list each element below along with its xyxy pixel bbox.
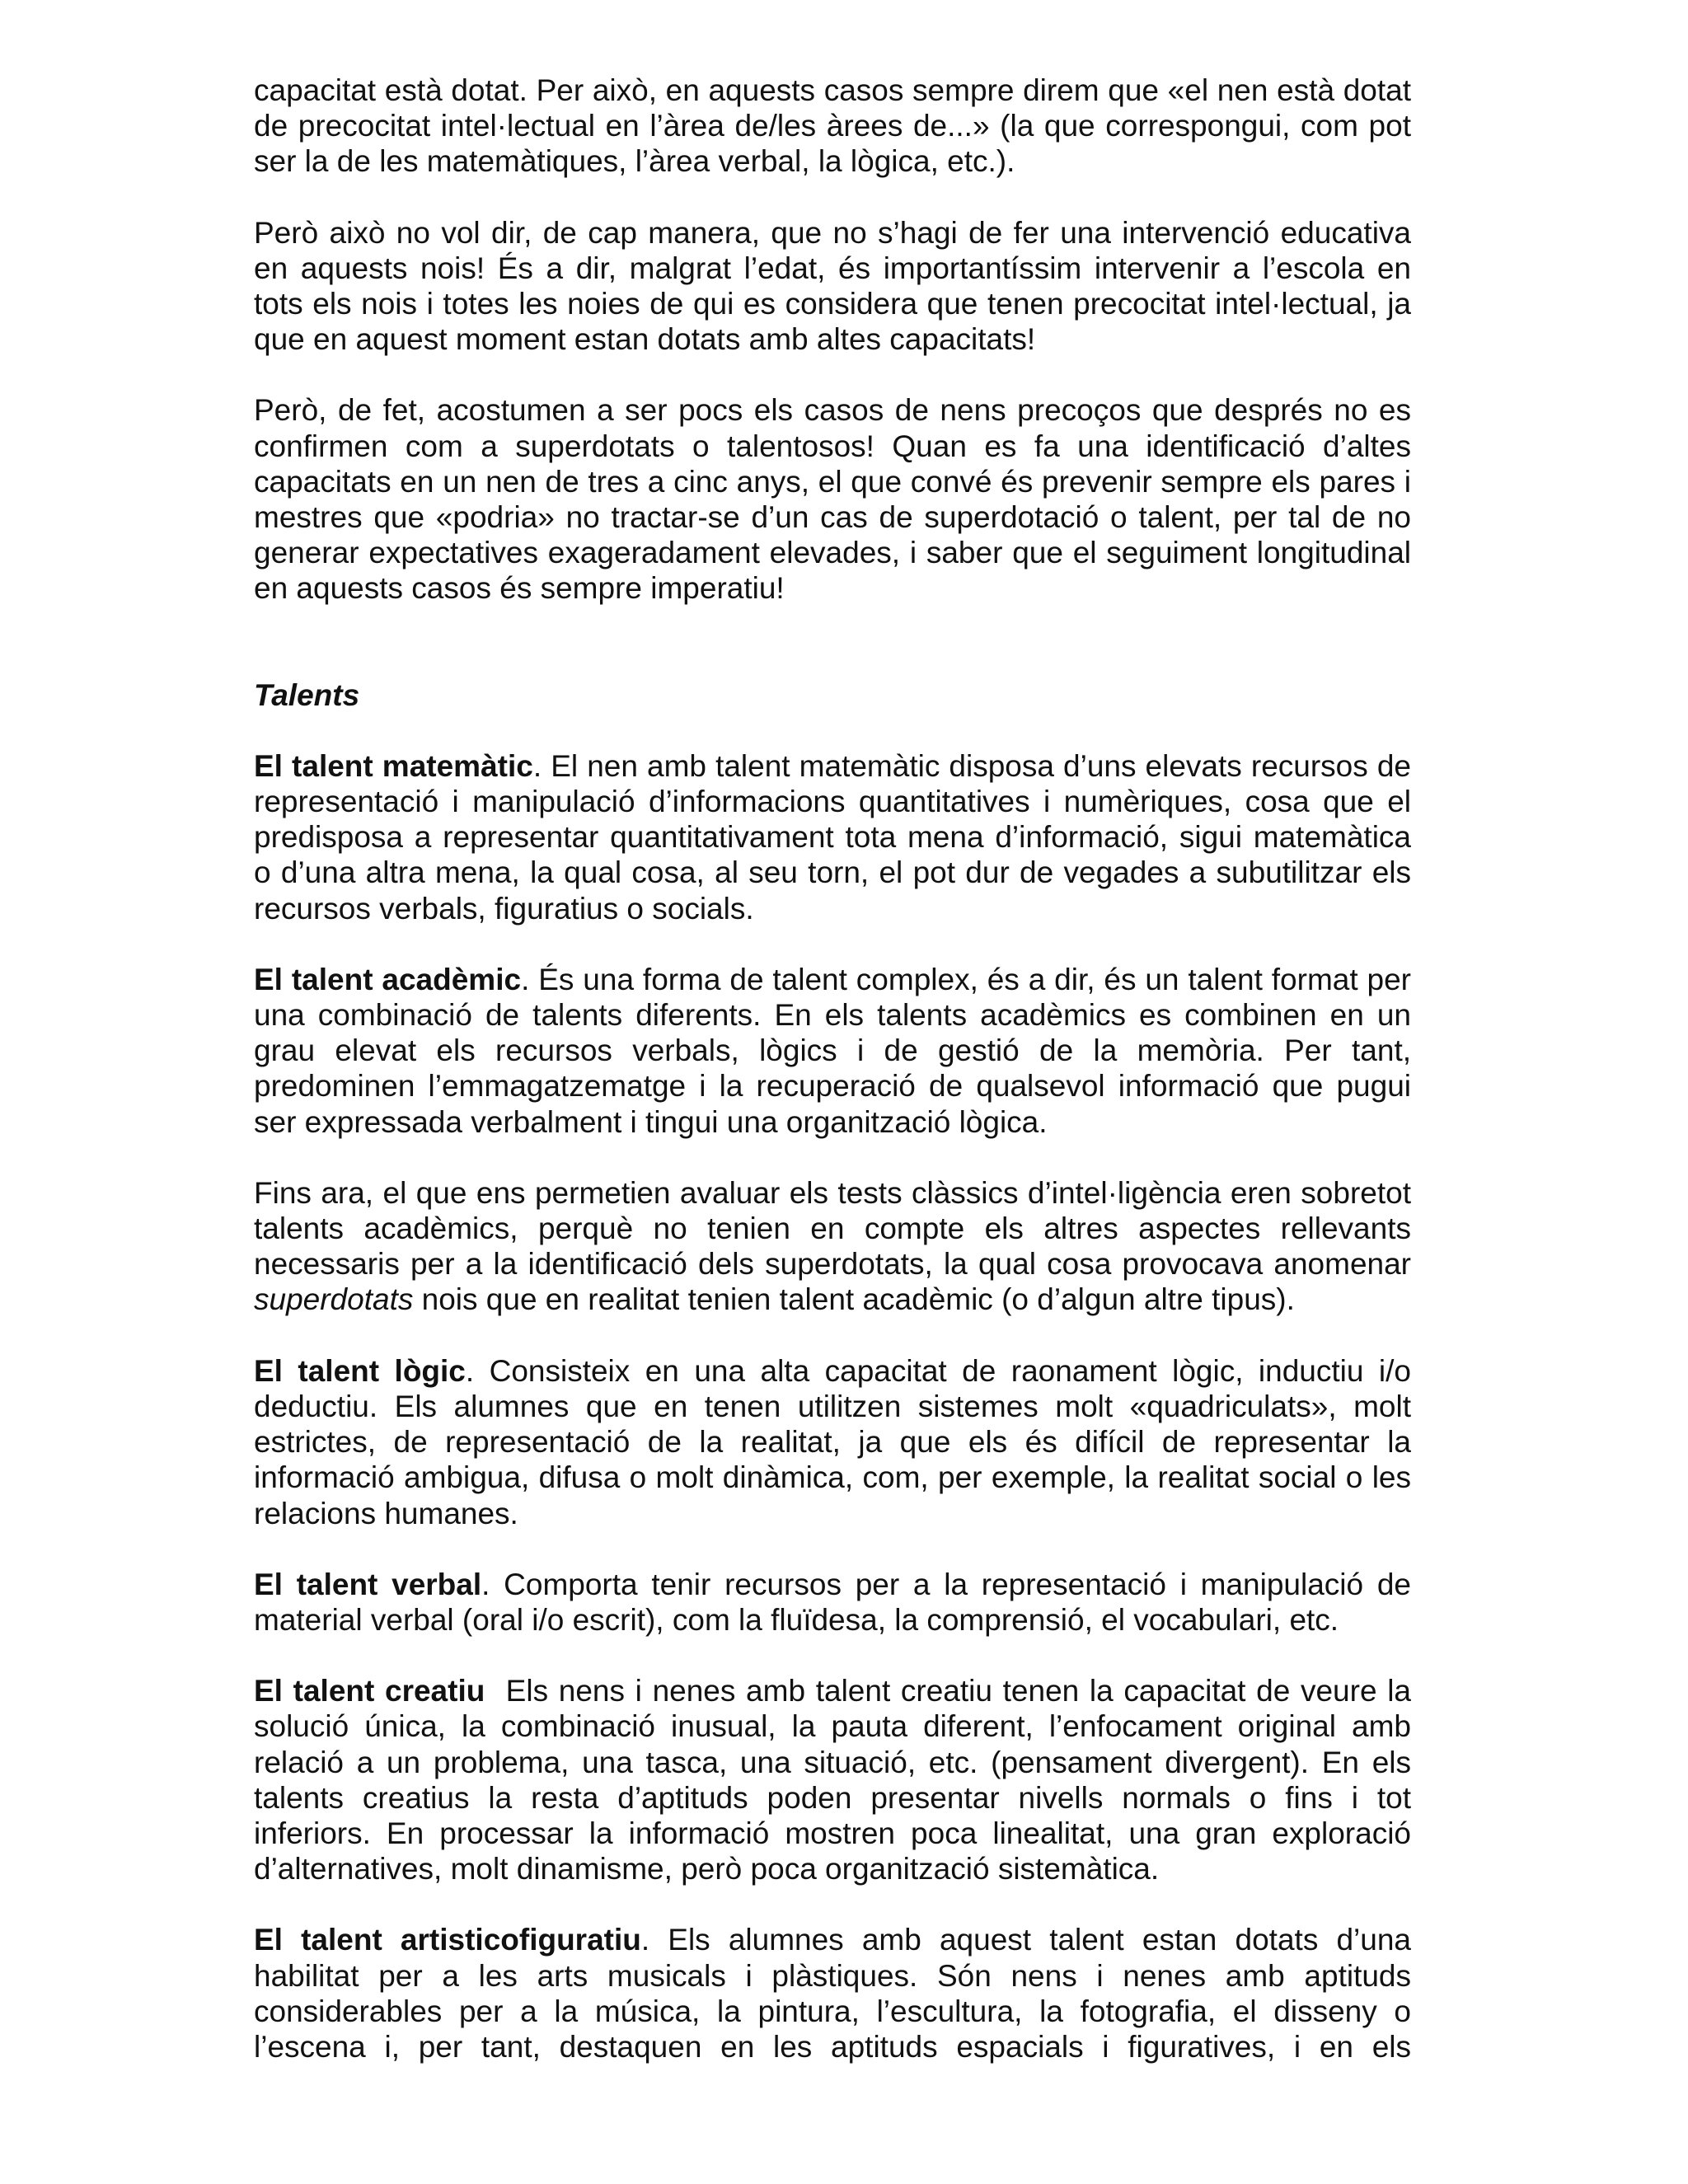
text-talent-academic: . És una forma de talent complex, és a dir, és un talent format per una combinació de talents diferents. En els talents acadèmics es combinen en un grau elevat els recursos verbals, lògics i de gestió de la memòria. Per tant, predominen l’emmagatzematge i la recuperació de qualsevol informació que pugui ser expressada verbalment i tingui una organització lògica. (254, 962, 1411, 1139)
term-talent-creatiu: El talent creatiu (254, 1674, 485, 1708)
paragraph-fins-ara (254, 1175, 1411, 1318)
text-talent-logic: . Consisteix en una alta capacitat de raonament lògic, inductiu i/o deductiu. Els alumnes que en tenen utilitzen sistemes molt «quadriculats», molt estrictes, de representació de la realitat, ja que els és difícil de representar la informació ambigua, difusa o molt dinàmica, com, per exemple, la realitat social o les relacions humanes. (254, 1353, 1411, 1530)
term-talent-matematic: El talent matemàtic (254, 748, 533, 783)
text-talent-creatiu: Els nens i nenes amb talent creatiu tenen la capacitat de veure la solució única, la combinació inusual, la pauta diferent, l’enfocament original amb relació a un problema, una tasca, una situació, etc. (pensament divergent). En els talents creatius la resta d’aptituds poden presentar nivells normals o fins i tot inferiors. En processar la informació mostren poca linealitat, una gran exploració d’alternatives, molt dinamisme, però poca organització sistemàtica. (254, 1674, 1420, 1886)
section-heading-talents: Talents (254, 677, 360, 712)
paragraph-intro-1: capacitat està dotat. Per això, en aquests casos sempre direm que «el nen està dotat de precocitat intel·lectual en l’àrea de/les àrees de...» (la que correspongui, com pot ser la de les matemàtiques, l’àrea verbal, la lògica, etc.). (254, 73, 1411, 179)
term-talent-logic: El talent lògic (254, 1353, 466, 1388)
emphasis-superdotats: superdotats (254, 1282, 414, 1317)
document-page (254, 73, 1420, 2100)
term-talent-artistic: El talent artisticofiguratiu (254, 1923, 641, 1957)
paragraph-talent-academic (254, 962, 1411, 1140)
term-talent-verbal: El talent verbal (254, 1567, 482, 1601)
paragraph-talent-logic (254, 1353, 1411, 1531)
paragraph-intro-3: Però, de fet, acostumen a ser pocs els casos de nens precoços que després no es confirmen com a superdotats o talentosos! Quan es fa una identificació d’altes capacitats en un nen de tres a cinc anys, el que convé és prevenir sempre els pares i mestres que «podria» no tractar-se d’un cas de superdotació o talent, per tal de no generar expectatives exageradament elevades, i saber que el seguiment longitudinal en aquests casos és sempre imperatiu! (254, 393, 1411, 606)
paragraph-talent-creatiu (254, 1673, 1420, 1886)
text-talent-verbal: . Comporta tenir recursos per a la representació i manipulació de material verbal (oral i/o escrit), com la fluïdesa, la comprensió, el vocabulari, etc. (254, 1567, 1411, 1637)
text-talent-matematic: . El nen amb talent matemàtic disposa d’uns elevats recursos de representació i manipulació d’informacions quantitatives i numèriques, cosa que el predisposa a representar quantitativament tota mena d’informació, sigui matemàtica o d’una altra mena, la qual cosa, al seu torn, el pot dur de vegades a subutilitzar els recursos verbals, figuratius o socials. (254, 748, 1411, 926)
paragraph-intro-2: Però això no vol dir, de cap manera, que no s’hagi de fer una intervenció educativa en aquests nois! És a dir, malgrat l’edat, és importantíssim intervenir a l’escola en tots els nois i totes les noies de qui es considera que tenen precocitat intel·lectual, ja que en aquest moment estan dotats amb altes capacitats! (254, 215, 1411, 357)
text-talent-artistic: . Els alumnes amb aquest talent estan dotats d’una habilitat per a les arts musicals i plàstiques. Són nens i nenes amb aptituds considerables per a la música, la pintura, l’escultura, la fotografia, el disseny o l’escena i, per tant, destaquen en les aptituds espacials i figuratives, i en els (254, 1923, 1411, 2064)
paragraph-talent-artistic (254, 1922, 1411, 2064)
text-fins-ara-before: Fins ara, el que ens permetien avaluar els tests clàssics d’intel·ligència eren sobretot talents acadèmics, perquè no tenien en compte els altres aspectes rellevants necessaris per a la identificació dels superdotats, la qual cosa provocava anomenar (254, 1175, 1411, 1282)
term-talent-academic: El talent acadèmic (254, 962, 522, 996)
text-fins-ara-after: nois que en realitat tenien talent acadèmic (o d’algun altre tipus). (413, 1282, 1295, 1317)
paragraph-talent-verbal (254, 1567, 1411, 1638)
paragraph-talent-matematic (254, 748, 1411, 926)
